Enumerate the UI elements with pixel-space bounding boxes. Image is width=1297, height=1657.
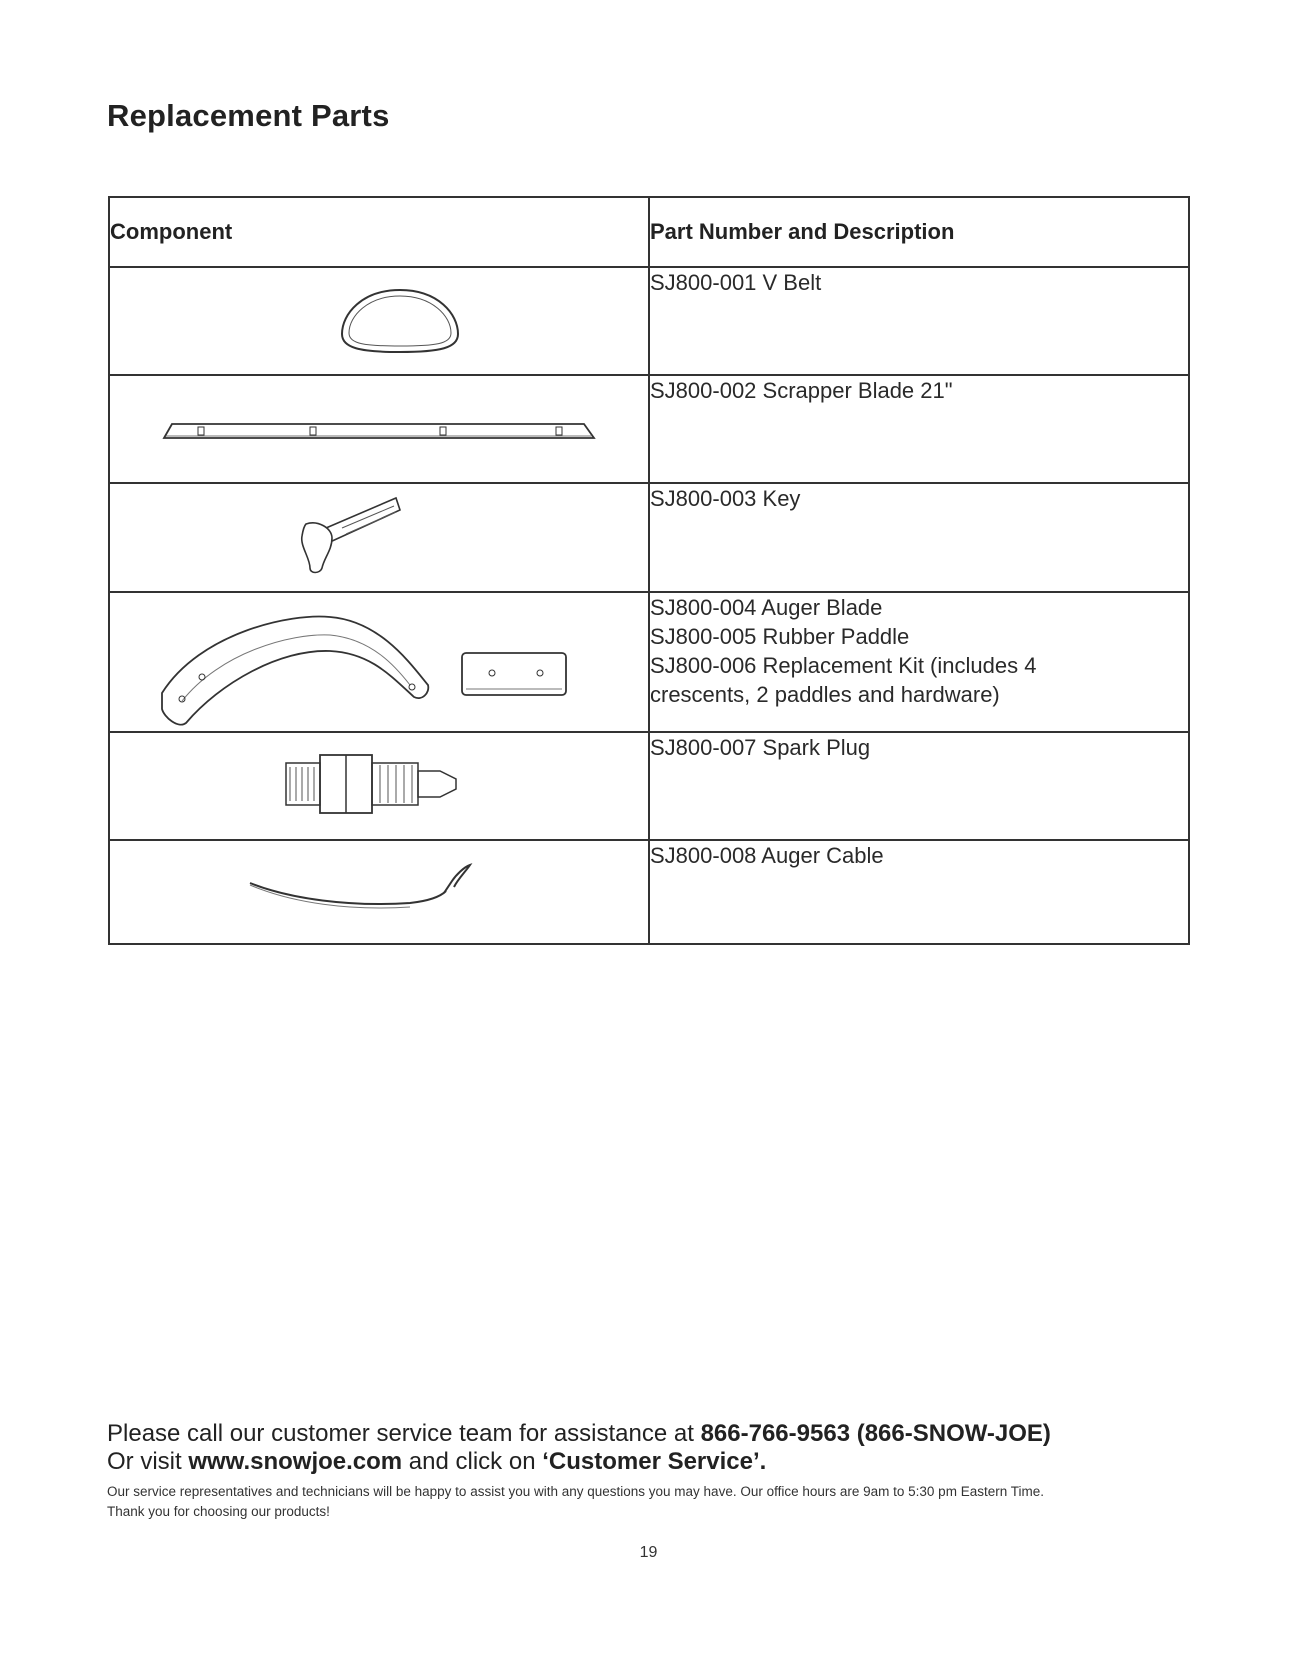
service-note-line: Our service representatives and technicians will be happy to assist you with any questions you may have. Our office hours are 9am to 5:30 pm Eastern Time. [107, 1484, 1044, 1499]
part-description: SJ800-006 Replacement Kit (includes 4 [650, 653, 1037, 678]
header-component: Component [109, 197, 649, 267]
component-cell [109, 592, 649, 732]
description-cell [649, 375, 1189, 483]
page-number: 19 [639, 1544, 658, 1561]
spark-plug-illustration [110, 733, 648, 839]
website-link[interactable]: www.snowjoe.com [188, 1448, 403, 1475]
call-line [107, 1420, 1207, 1448]
customer-service-link-name: ‘Customer Service’. [542, 1448, 767, 1475]
call-text: Please call our customer service team for assistance at [107, 1420, 701, 1447]
part-description: SJ800-005 Rubber Paddle [650, 624, 910, 649]
scraper-blade-illustration [110, 376, 648, 482]
table-header-row [109, 197, 1189, 267]
customer-service-callout [107, 1420, 1207, 1476]
table-row [109, 267, 1189, 375]
description-cell [649, 267, 1189, 375]
service-note [107, 1482, 1207, 1522]
auger-cable-illustration [110, 841, 648, 943]
description-cell [649, 840, 1189, 944]
component-cell [109, 732, 649, 840]
component-cell [109, 267, 649, 375]
visit-prefix: Or visit [107, 1448, 189, 1475]
component-cell [109, 483, 649, 592]
part-description: SJ800-003 Key [650, 486, 801, 511]
part-description: crescents, 2 paddles and hardware) [650, 682, 1000, 707]
table-row [109, 375, 1189, 483]
v-belt-illustration [110, 268, 648, 374]
description-cell [649, 483, 1189, 592]
table-row [109, 732, 1189, 840]
description-cell [649, 592, 1189, 732]
part-description: SJ800-007 Spark Plug [650, 735, 871, 760]
phone-number[interactable]: 866-766-9563 (866-SNOW-JOE) [700, 1420, 1051, 1447]
visit-middle: and click on [402, 1448, 543, 1475]
replacement-parts-table [108, 196, 1190, 945]
part-description: SJ800-008 Auger Cable [650, 843, 884, 868]
component-cell [109, 375, 649, 483]
part-description: SJ800-002 Scrapper Blade 21" [650, 378, 953, 403]
page-title: Replacement Parts [107, 98, 390, 133]
header-part-description: Part Number and Description [649, 197, 1189, 267]
auger-blade-and-paddle-illustration [110, 593, 648, 731]
description-cell [649, 732, 1189, 840]
table-row [109, 840, 1189, 944]
component-cell [109, 840, 649, 944]
part-description: SJ800-001 V Belt [650, 270, 822, 295]
part-description: SJ800-004 Auger Blade [650, 595, 883, 620]
table-row [109, 592, 1189, 732]
service-note-line: Thank you for choosing our products! [107, 1504, 330, 1519]
table-row [109, 483, 1189, 592]
key-illustration [110, 484, 648, 591]
visit-line [107, 1448, 1207, 1476]
